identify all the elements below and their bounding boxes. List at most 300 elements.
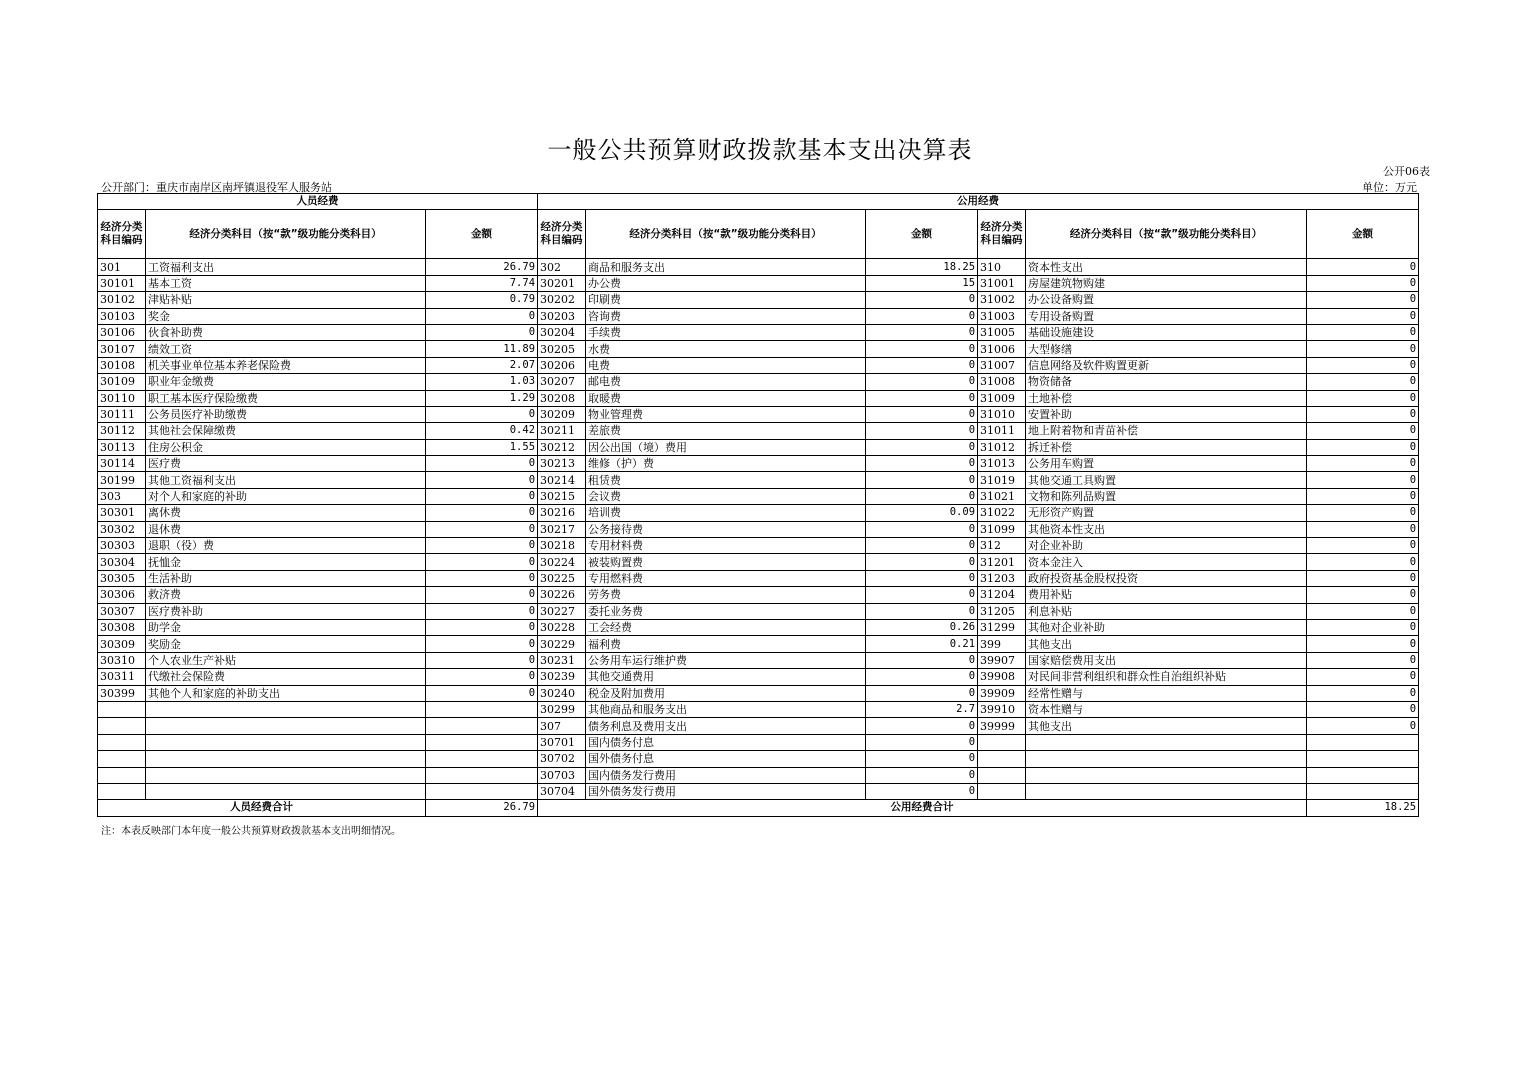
item-name: 国外债务付息: [586, 751, 866, 767]
item-code: 310: [978, 259, 1026, 275]
table-row: [98, 406, 1419, 422]
item-amount: 0.09: [866, 505, 978, 521]
item-amount: 0: [866, 341, 978, 357]
item-name: 基本工资: [146, 275, 426, 291]
item-amount: 0: [426, 603, 538, 619]
item-name: 被装购置费: [586, 554, 866, 570]
item-code: 30109: [98, 374, 146, 390]
item-name: 电费: [586, 357, 866, 373]
item-code: [98, 751, 146, 767]
item-code: 30112: [98, 423, 146, 439]
item-amount: 0: [1307, 275, 1419, 291]
item-amount: 0: [866, 669, 978, 685]
item-amount: 0: [866, 324, 978, 340]
item-code: 30303: [98, 538, 146, 554]
item-amount: 0: [426, 554, 538, 570]
item-amount: 0: [866, 357, 978, 373]
item-name: 经常性赠与: [1026, 685, 1307, 701]
item-code: 302: [538, 259, 586, 275]
item-code: 30226: [538, 587, 586, 603]
item-amount: [426, 734, 538, 750]
table-row: [98, 603, 1419, 619]
item-code: 30228: [538, 619, 586, 635]
table-row: [98, 308, 1419, 324]
item-code: 30702: [538, 751, 586, 767]
item-amount: 0: [1307, 324, 1419, 340]
amount-header: 金额: [1307, 210, 1419, 259]
item-name: 安置补助: [1026, 406, 1307, 422]
item-name: 公务用车运行维护费: [586, 652, 866, 668]
item-amount: 0.42: [426, 423, 538, 439]
item-name: 其他工资福利支出: [146, 472, 426, 488]
item-code: 30203: [538, 308, 586, 324]
item-amount: 0: [866, 603, 978, 619]
item-amount: 0: [426, 324, 538, 340]
item-code: 31006: [978, 341, 1026, 357]
public-total-value: 18.25: [1307, 800, 1419, 816]
table-row: [98, 357, 1419, 373]
item-amount: [426, 783, 538, 799]
item-code: 30310: [98, 652, 146, 668]
item-amount: 0: [1307, 390, 1419, 406]
item-amount: [1307, 783, 1419, 799]
name-header: 经济分类科目（按“款”级功能分类科目）: [1026, 210, 1307, 259]
item-amount: 0: [1307, 308, 1419, 324]
item-amount: 0: [426, 685, 538, 701]
table-row: [98, 554, 1419, 570]
item-code: 30240: [538, 685, 586, 701]
item-name: 地上附着物和青苗补偿: [1026, 423, 1307, 439]
item-name: 其他资本性支出: [1026, 521, 1307, 537]
item-code: 301: [98, 259, 146, 275]
item-amount: 0: [1307, 587, 1419, 603]
item-amount: 15: [866, 275, 978, 291]
item-code: 30208: [538, 390, 586, 406]
item-code: 30207: [538, 374, 586, 390]
item-amount: 0: [1307, 406, 1419, 422]
table-row: [98, 652, 1419, 668]
item-code: 30111: [98, 406, 146, 422]
item-code: 30216: [538, 505, 586, 521]
item-code: 30202: [538, 292, 586, 308]
item-name: [1026, 734, 1307, 750]
item-amount: 18.25: [866, 259, 978, 275]
item-code: 31099: [978, 521, 1026, 537]
item-code: 30113: [98, 439, 146, 455]
item-code: 30239: [538, 669, 586, 685]
item-name: 绩效工资: [146, 341, 426, 357]
item-name: 公务接待费: [586, 521, 866, 537]
item-name: 职工基本医疗保险缴费: [146, 390, 426, 406]
item-name: 办公设备购置: [1026, 292, 1307, 308]
item-name: 其他交通工具购置: [1026, 472, 1307, 488]
item-amount: 0: [1307, 554, 1419, 570]
item-code: 31007: [978, 357, 1026, 373]
item-amount: 0: [1307, 652, 1419, 668]
item-name: 医疗费补助: [146, 603, 426, 619]
item-name: 拆迁补偿: [1026, 439, 1307, 455]
item-name: 救济费: [146, 587, 426, 603]
item-name: [146, 751, 426, 767]
code-header: 经济分类科目编码: [538, 210, 586, 259]
item-name: 资本性赠与: [1026, 701, 1307, 717]
item-amount: 1.03: [426, 374, 538, 390]
item-code: 31022: [978, 505, 1026, 521]
item-name: 国家赔偿费用支出: [1026, 652, 1307, 668]
item-amount: 0: [1307, 538, 1419, 554]
item-amount: 2.07: [426, 357, 538, 373]
item-name: 办公费: [586, 275, 866, 291]
item-code: 30108: [98, 357, 146, 373]
item-name: 工会经费: [586, 619, 866, 635]
item-code: 30107: [98, 341, 146, 357]
item-code: 30101: [98, 275, 146, 291]
item-amount: 0: [426, 505, 538, 521]
item-amount: 0: [866, 767, 978, 783]
item-amount: 2.7: [866, 701, 978, 717]
item-name: 印刷费: [586, 292, 866, 308]
item-code: 30206: [538, 357, 586, 373]
table-row: [98, 472, 1419, 488]
item-code: 30306: [98, 587, 146, 603]
public-total-label: 公用经费合计: [538, 800, 1307, 816]
table-row: [98, 390, 1419, 406]
unit-label: 单位：万元: [1362, 181, 1417, 194]
table-row: [98, 488, 1419, 504]
item-name: 国内债务发行费用: [586, 767, 866, 783]
item-name: 退职（役）费: [146, 538, 426, 554]
item-amount: 0: [426, 488, 538, 504]
item-amount: 0.26: [866, 619, 978, 635]
item-code: 30309: [98, 636, 146, 652]
personnel-header: 人员经费: [98, 194, 538, 210]
item-code: 39907: [978, 652, 1026, 668]
item-code: 31005: [978, 324, 1026, 340]
item-amount: 0: [1307, 521, 1419, 537]
item-code: [98, 767, 146, 783]
item-amount: [426, 751, 538, 767]
item-name: 其他支出: [1026, 718, 1307, 734]
item-code: 39910: [978, 701, 1026, 717]
item-code: 30205: [538, 341, 586, 357]
item-amount: 1.29: [426, 390, 538, 406]
item-name: 取暖费: [586, 390, 866, 406]
item-amount: 0: [1307, 488, 1419, 504]
item-code: 31013: [978, 456, 1026, 472]
item-amount: 0: [1307, 292, 1419, 308]
item-amount: 0: [1307, 374, 1419, 390]
item-amount: 0: [866, 521, 978, 537]
item-amount: 0: [1307, 701, 1419, 717]
item-code: 30212: [538, 439, 586, 455]
item-name: 代缴社会保险费: [146, 669, 426, 685]
item-code: [978, 767, 1026, 783]
table-row: [98, 505, 1419, 521]
item-name: 资本性支出: [1026, 259, 1307, 275]
item-code: 30215: [538, 488, 586, 504]
item-name: 职业年金缴费: [146, 374, 426, 390]
item-name: 福利费: [586, 636, 866, 652]
item-code: [978, 783, 1026, 799]
item-name: 助学金: [146, 619, 426, 635]
table-row: [98, 439, 1419, 455]
item-code: 30305: [98, 570, 146, 586]
table-row: [98, 521, 1419, 537]
item-amount: 7.74: [426, 275, 538, 291]
table-row: [98, 275, 1419, 291]
item-name: 其他社会保障缴费: [146, 423, 426, 439]
table-row: [98, 374, 1419, 390]
item-name: 公务用车购置: [1026, 456, 1307, 472]
item-name: 利息补贴: [1026, 603, 1307, 619]
item-amount: 11.89: [426, 341, 538, 357]
code-header: 经济分类科目编码: [978, 210, 1026, 259]
item-amount: 0: [426, 669, 538, 685]
table-row: [98, 292, 1419, 308]
item-code: 39999: [978, 718, 1026, 734]
item-amount: 0: [426, 521, 538, 537]
item-name: 奖励金: [146, 636, 426, 652]
table-row: [98, 259, 1419, 275]
item-name: 政府投资基金股权投资: [1026, 570, 1307, 586]
item-code: 30214: [538, 472, 586, 488]
item-name: 手续费: [586, 324, 866, 340]
table-row: [98, 538, 1419, 554]
table-row: [98, 685, 1419, 701]
item-name: 专用燃料费: [586, 570, 866, 586]
personnel-total-label: 人员经费合计: [98, 800, 426, 816]
item-code: 30114: [98, 456, 146, 472]
item-amount: 0: [426, 538, 538, 554]
table-row: [98, 341, 1419, 357]
item-amount: 0: [426, 570, 538, 586]
item-code: 399: [978, 636, 1026, 652]
item-amount: 0: [866, 423, 978, 439]
item-amount: [1307, 751, 1419, 767]
item-name: 信息网络及软件购置更新: [1026, 357, 1307, 373]
item-amount: 0: [866, 554, 978, 570]
item-name: 对民间非营利组织和群众性自治组织补贴: [1026, 669, 1307, 685]
item-code: [98, 734, 146, 750]
item-name: [1026, 751, 1307, 767]
item-amount: 26.79: [426, 259, 538, 275]
item-code: 31299: [978, 619, 1026, 635]
item-name: [146, 783, 426, 799]
item-amount: 0: [1307, 472, 1419, 488]
item-name: 对个人和家庭的补助: [146, 488, 426, 504]
amount-header: 金额: [866, 210, 978, 259]
item-code: 31021: [978, 488, 1026, 504]
item-code: 307: [538, 718, 586, 734]
item-name: 资本金注入: [1026, 554, 1307, 570]
item-code: 30199: [98, 472, 146, 488]
item-amount: 0: [866, 472, 978, 488]
item-amount: 0: [1307, 570, 1419, 586]
item-code: 30231: [538, 652, 586, 668]
table-row: [98, 701, 1419, 717]
item-code: 30399: [98, 685, 146, 701]
item-amount: 0: [426, 456, 538, 472]
item-name: 公务员医疗补助缴费: [146, 406, 426, 422]
item-amount: 0: [1307, 259, 1419, 275]
item-name: 机关事业单位基本养老保险费: [146, 357, 426, 373]
item-amount: 1.55: [426, 439, 538, 455]
table-row: [98, 751, 1419, 767]
item-name: 差旅费: [586, 423, 866, 439]
table-row: [98, 456, 1419, 472]
table-row: [98, 324, 1419, 340]
item-amount: 0: [866, 652, 978, 668]
item-amount: 0: [1307, 603, 1419, 619]
item-amount: 0: [426, 472, 538, 488]
item-name: 其他交通费用: [586, 669, 866, 685]
item-name: 津贴补贴: [146, 292, 426, 308]
item-amount: 0: [866, 374, 978, 390]
item-name: 邮电费: [586, 374, 866, 390]
item-amount: [426, 701, 538, 717]
item-code: 31002: [978, 292, 1026, 308]
item-code: [98, 783, 146, 799]
item-amount: 0: [866, 570, 978, 586]
item-name: 大型修缮: [1026, 341, 1307, 357]
item-amount: 0: [866, 587, 978, 603]
item-name: 退休费: [146, 521, 426, 537]
item-name: 住房公积金: [146, 439, 426, 455]
item-code: 30304: [98, 554, 146, 570]
item-name: 物业管理费: [586, 406, 866, 422]
item-code: 30103: [98, 308, 146, 324]
item-code: 30218: [538, 538, 586, 554]
item-name: [1026, 767, 1307, 783]
item-code: 31003: [978, 308, 1026, 324]
item-name: 奖金: [146, 308, 426, 324]
item-name: 土地补偿: [1026, 390, 1307, 406]
department-label: 公开部门：重庆市南岸区南坪镇退役军人服务站: [101, 181, 332, 194]
item-code: 31011: [978, 423, 1026, 439]
item-amount: 0: [426, 652, 538, 668]
item-code: 30311: [98, 669, 146, 685]
item-name: 抚恤金: [146, 554, 426, 570]
item-name: 税金及附加费用: [586, 685, 866, 701]
item-amount: 0: [866, 292, 978, 308]
item-code: [978, 751, 1026, 767]
item-code: 30209: [538, 406, 586, 422]
item-name: 医疗费: [146, 456, 426, 472]
item-code: 31204: [978, 587, 1026, 603]
item-code: 30110: [98, 390, 146, 406]
item-code: 30701: [538, 734, 586, 750]
name-header: 经济分类科目（按“款”级功能分类科目）: [146, 210, 426, 259]
item-name: [146, 734, 426, 750]
item-code: 30299: [538, 701, 586, 717]
item-name: [146, 701, 426, 717]
item-code: 30102: [98, 292, 146, 308]
table-row: [98, 587, 1419, 603]
item-code: 30307: [98, 603, 146, 619]
item-amount: 0: [866, 439, 978, 455]
item-name: 培训费: [586, 505, 866, 521]
item-amount: 0: [1307, 423, 1419, 439]
item-code: 30211: [538, 423, 586, 439]
table-row: [98, 718, 1419, 734]
table-row: [98, 783, 1419, 799]
item-name: 商品和服务支出: [586, 259, 866, 275]
item-amount: 0: [866, 751, 978, 767]
table-row: [98, 423, 1419, 439]
table-row: [98, 669, 1419, 685]
item-code: [978, 734, 1026, 750]
item-code: 30227: [538, 603, 586, 619]
item-code: 31203: [978, 570, 1026, 586]
item-code: 30224: [538, 554, 586, 570]
item-name: 债务利息及费用支出: [586, 718, 866, 734]
item-code: [98, 701, 146, 717]
table-row: [98, 619, 1419, 635]
item-amount: 0: [1307, 685, 1419, 701]
item-amount: 0: [1307, 718, 1419, 734]
item-code: 30302: [98, 521, 146, 537]
item-name: 费用补贴: [1026, 587, 1307, 603]
item-code: 31201: [978, 554, 1026, 570]
item-name: 对企业补助: [1026, 538, 1307, 554]
item-name: 个人农业生产补贴: [146, 652, 426, 668]
item-code: 30204: [538, 324, 586, 340]
item-amount: 0: [426, 406, 538, 422]
item-name: 房屋建筑物购建: [1026, 275, 1307, 291]
item-name: 咨询费: [586, 308, 866, 324]
item-name: 因公出国（境）费用: [586, 439, 866, 455]
item-name: 物资储备: [1026, 374, 1307, 390]
item-code: [98, 718, 146, 734]
item-name: 伙食补助费: [146, 324, 426, 340]
item-name: 其他个人和家庭的补助支出: [146, 685, 426, 701]
item-amount: [426, 718, 538, 734]
item-code: 30308: [98, 619, 146, 635]
item-name: 文物和陈列品购置: [1026, 488, 1307, 504]
item-name: 其他商品和服务支出: [586, 701, 866, 717]
item-name: 生活补助: [146, 570, 426, 586]
item-code: 39909: [978, 685, 1026, 701]
expenditure-table: [97, 193, 1419, 817]
item-code: 30225: [538, 570, 586, 586]
item-amount: 0.79: [426, 292, 538, 308]
item-amount: [1307, 734, 1419, 750]
item-name: 水费: [586, 341, 866, 357]
item-name: 其他对企业补助: [1026, 619, 1307, 635]
item-amount: 0: [1307, 357, 1419, 373]
table-row: [98, 570, 1419, 586]
item-amount: 0: [1307, 456, 1419, 472]
item-code: 31012: [978, 439, 1026, 455]
item-name: 基础设施建设: [1026, 324, 1307, 340]
item-amount: 0: [426, 587, 538, 603]
item-name: 劳务费: [586, 587, 866, 603]
code-header: 经济分类科目编码: [98, 210, 146, 259]
form-number: 公开06表: [1383, 165, 1430, 178]
item-amount: 0: [866, 488, 978, 504]
item-name: 委托业务费: [586, 603, 866, 619]
item-name: 维修（护）费: [586, 456, 866, 472]
item-code: 30213: [538, 456, 586, 472]
item-amount: 0: [866, 718, 978, 734]
item-code: 31019: [978, 472, 1026, 488]
item-code: 31008: [978, 374, 1026, 390]
item-code: 30106: [98, 324, 146, 340]
item-name: 租赁费: [586, 472, 866, 488]
item-code: 31010: [978, 406, 1026, 422]
item-code: 30301: [98, 505, 146, 521]
item-amount: 0: [866, 406, 978, 422]
